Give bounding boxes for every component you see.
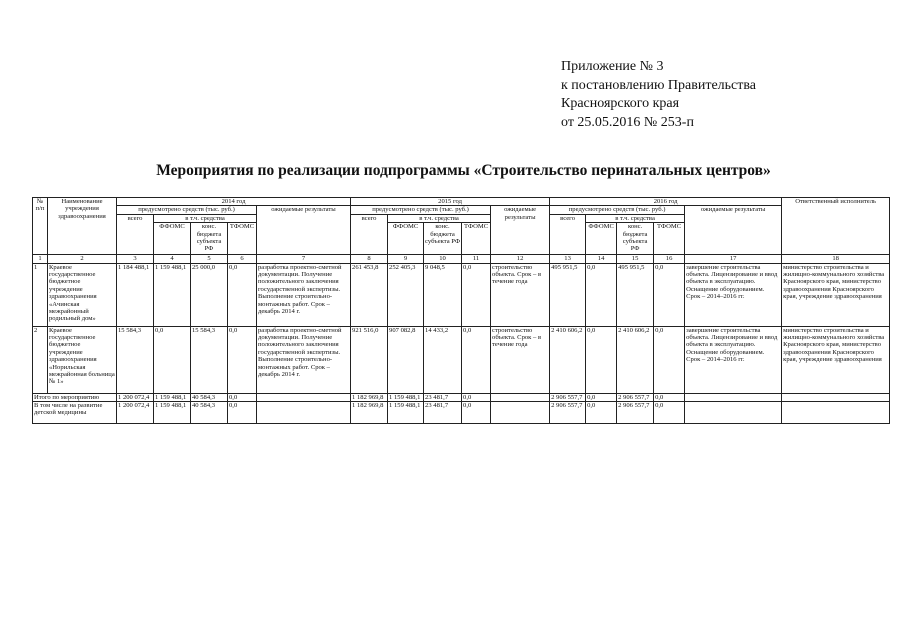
total-label: Итого по мероприятию [33,393,117,401]
incl-row [33,402,890,424]
ffoms-2014: 0,0 [154,326,191,393]
header-incl-2016: в т.ч. средства [586,214,685,222]
ffoms-2016: 0,0 [586,393,617,401]
appendix-line: Приложение № 3 [561,59,664,74]
total-2015: 921 516,0 [351,326,388,393]
header-funds-2015: предусмотрено средств (тыс. руб.) [351,206,491,214]
ffoms-2014: 1 159 488,1 [154,402,191,424]
expected-2015-empty [491,402,550,424]
table-row [33,326,890,393]
expected-2016-empty [685,393,782,401]
incl-label: В том числе на развитие детской медицины [33,402,117,424]
appendix-block [561,58,756,132]
total-2016: 2 906 557,7 [550,393,586,401]
header-funds-2014: предусмотрено средств (тыс. руб.) [117,206,257,214]
expected-2015-empty [491,393,550,401]
total-2016: 495 951,5 [550,263,586,326]
expected-2016-empty [685,402,782,424]
tfoms-2015: 0,0 [462,263,491,326]
column-number: 1 [33,255,48,263]
expected-2015: строительство объекта. Срок – в течение года [491,326,550,393]
header-incl-2015: в т.ч. средства [388,214,491,222]
kons-2016: 2 410 606,2 [617,326,654,393]
ffoms-2015: 1 159 488,1 [388,402,424,424]
ffoms-2015: 252 405,3 [388,263,424,326]
header-ffoms: ФФОМС [154,223,191,255]
column-number: 9 [388,255,424,263]
tfoms-2016: 0,0 [654,263,685,326]
column-number: 4 [154,255,191,263]
kons-2015: 23 481,7 [424,402,462,424]
total-2015: 1 182 969,8 [351,393,388,401]
header-incl-2014: в т.ч. средства [154,214,257,222]
kons-2014: 15 584,3 [191,326,228,393]
row-num: 2 [33,326,48,393]
tfoms-2014: 0,0 [228,263,257,326]
tfoms-2014: 0,0 [228,402,257,424]
header-ffoms: ФФОМС [388,223,424,255]
header-year-2016: 2016 год [550,198,782,206]
header-ffoms: ФФОМС [586,223,617,255]
column-number: 13 [550,255,586,263]
header-tfoms: ТФОМС [654,223,685,255]
expected-2014: разработка проектно-сметной документации. Получение положительного заключения государственной экспертизы. Выполнение строительно-монтажных работ. Срок – декабрь 2014 г. [257,263,351,326]
appendix-line: от 25.05.2016 № 253-п [561,114,694,130]
header-tfoms: ТФОМС [462,223,491,255]
header-expected-2015: ожидаемые результаты [491,206,550,255]
total-2014: 1 200 072,4 [117,402,154,424]
row-num: 1 [33,263,48,326]
header-year-2015: 2015 год [351,198,550,206]
header-funds-2016: предусмотрено средств (тыс. руб.) [550,206,685,214]
kons-2014: 40 584,3 [191,402,228,424]
column-number: 8 [351,255,388,263]
tfoms-2015: 0,0 [462,326,491,393]
kons-2016: 2 906 557,7 [617,402,654,424]
measures-table [32,197,890,424]
column-number: 12 [491,255,550,263]
tfoms-2015: 0,0 [462,402,491,424]
responsible-empty [782,393,890,401]
column-number: 18 [782,255,890,263]
total-2014: 15 584,3 [117,326,154,393]
column-number: 11 [462,255,491,263]
column-number: 3 [117,255,154,263]
kons-2016: 495 951,5 [617,263,654,326]
institution-name: Краевое государственное бюджетное учреждение здравоохранения «Ачинская межрайонный родильный дом» [48,263,117,326]
document-title-text: Мероприятия по реализации подпрограммы «Строительство перинатальных центров» [156,162,771,179]
total-2016: 2 906 557,7 [550,402,586,424]
header-kons: конс. бюджета субъекта РФ [191,223,228,255]
ffoms-2016: 0,0 [586,263,617,326]
column-number: 6 [228,255,257,263]
column-number: 7 [257,255,351,263]
tfoms-2014: 0,0 [228,393,257,401]
kons-2014: 25 000,0 [191,263,228,326]
header-row-years [33,198,890,206]
header-kons: конс. бюджета субъекта РФ [424,223,462,255]
total-2015: 1 182 969,8 [351,402,388,424]
table-row [33,263,890,326]
ffoms-2014: 1 159 488,1 [154,263,191,326]
kons-2014: 40 584,3 [191,393,228,401]
column-number: 2 [48,255,117,263]
tfoms-2014: 0,0 [228,326,257,393]
header-tfoms: ТФОМС [228,223,257,255]
header-total-2016: всего [550,214,586,254]
ffoms-2014: 1 159 488,1 [154,393,191,401]
tfoms-2016: 0,0 [654,393,685,401]
column-number: 14 [586,255,617,263]
total-2014: 1 184 488,1 [117,263,154,326]
ffoms-2016: 0,0 [586,402,617,424]
tfoms-2016: 0,0 [654,326,685,393]
expected-2016: завершение строительства объекта. Лицензирование и ввод объекта в эксплуатацию. Оснащение оборудованием. Срок – 2014–2016 гг. [685,263,782,326]
total-2016: 2 410 606,2 [550,326,586,393]
header-expected-2016: ожидаемые результаты [685,206,782,255]
expected-2016: завершение строительства объекта. Лицензирование и ввод объекта в эксплуатацию. Оснащение оборудованием. Срок – 2014–2016 гг. [685,326,782,393]
kons-2015: 14 433,2 [424,326,462,393]
tfoms-2015: 0,0 [462,393,491,401]
responsible-executor: министерство строительства и жилищно-коммунального хозяйства Красноярского края, министерство здравоохранения Красноярского края, учреждение здравоохранения [782,263,890,326]
ffoms-2016: 0,0 [586,326,617,393]
ffoms-2015: 1 159 488,1 [388,393,424,401]
ffoms-2015: 907 082,8 [388,326,424,393]
column-number: 10 [424,255,462,263]
column-number: 15 [617,255,654,263]
kons-2016: 2 906 557,7 [617,393,654,401]
kons-2015: 9 048,5 [424,263,462,326]
header-total-2015: всего [351,214,388,254]
responsible-empty [782,402,890,424]
header-total-2014: всего [117,214,154,254]
column-number-row [33,255,890,263]
responsible-executor: министерство строительства и жилищно-коммунального хозяйства Красноярского края, министерство здравоохранения Красноярского края, учреждение здравоохранения [782,326,890,393]
column-number: 5 [191,255,228,263]
appendix-line: к постановлению Правительства [561,77,757,93]
expected-2014: разработка проектно-сметной документации. Получение положительного заключения государственной экспертизы. Выполнение строительно-монтажных работ. Срок – декабрь 2014 г. [257,326,351,393]
header-kons: конс. бюджета субъекта РФ [617,223,654,255]
tfoms-2016: 0,0 [654,402,685,424]
expected-2014-empty [257,393,351,401]
header-year-2014: 2014 год [117,198,351,206]
header-responsible: Ответственный исполнитель [782,198,890,255]
header-expected-2014: ожидаемые результаты [257,206,351,255]
total-row [33,393,890,401]
expected-2015: строительство объекта. Срок – в течение года [491,263,550,326]
kons-2015: 23 481,7 [424,393,462,401]
document-title [0,162,905,180]
header-name: Наименование учреждения здравоохранения [48,198,117,255]
column-number: 17 [685,255,782,263]
total-2014: 1 200 072,4 [117,393,154,401]
appendix-line: Красноярского края [561,96,680,111]
total-2015: 261 453,8 [351,263,388,326]
header-num: № п/п [33,198,48,255]
column-number: 16 [654,255,685,263]
expected-2014-empty [257,402,351,424]
header-row-funds [33,206,890,214]
institution-name: Краевое государственное бюджетное учреждение здравоохранения «Норильская межрайонная больница № 1» [48,326,117,393]
